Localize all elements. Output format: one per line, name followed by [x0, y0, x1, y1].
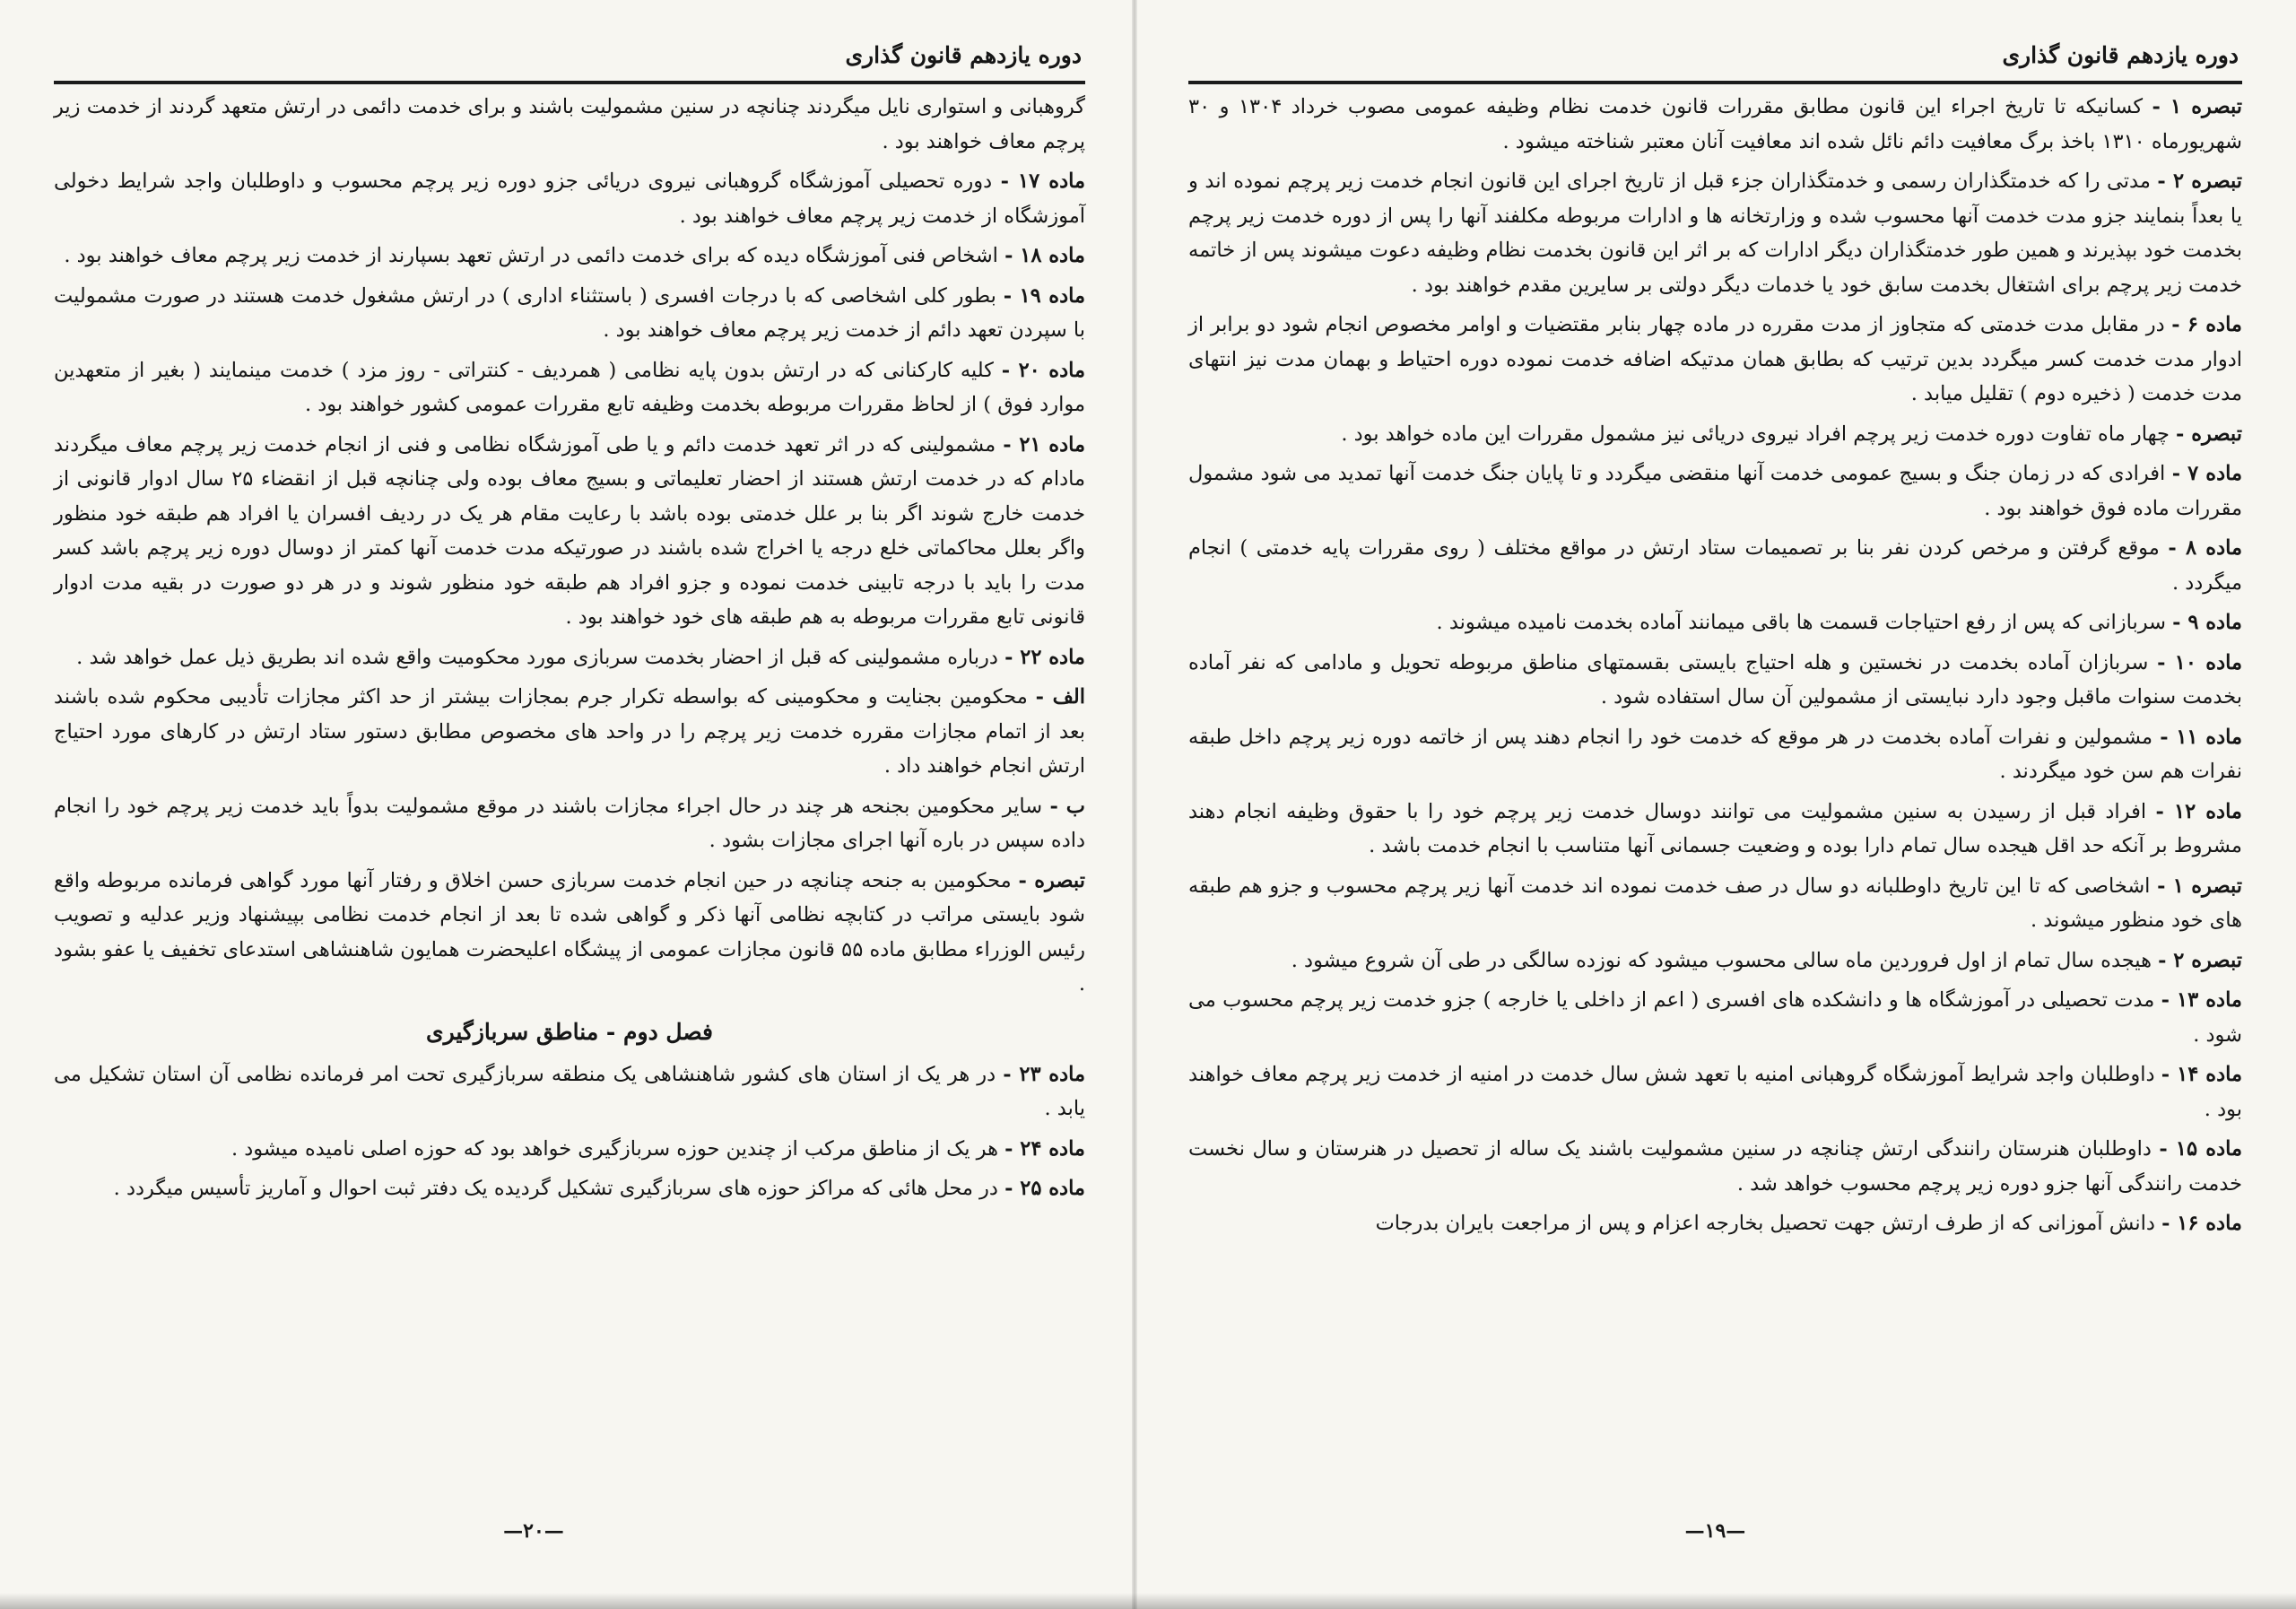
left-page: [54, 36, 1085, 1552]
right-para-14: ماده ۱۵ - داوطلبان هنرستان رانندگی ارتش چنانچه در سنین مشمولیت باشند یک ساله از تحصیل در هنرستان و سال نخست خدمت رانندگی آنها جزو دوره زیر پرچم محسوب خواهد شد .: [1188, 1137, 2242, 1196]
left-para-0: گروهبانی و استواری نایل میگردند چنانچه در سنین مشمولیت باشند و برای خدمت دائمی در ارتش متعهد گردند از خدمت زیر پرچم معاف خواهند بود .: [54, 95, 1085, 153]
left-para-9: تبصره - محکومین به جنحه چنانچه در حین انجام خدمت سربازی حسن اخلاق و رفتار آنها مورد گواهی فرمانده مربوطه واقع شود بایستی مراتب در کتابچه نظامی آنها ذکر و گواهی شده تا بعد از انجام خدمت نظامی بپیشنهاد وزیر عدلیه و تصویب رئیس الوزراء مطابق ماده ۵۵ قانون مجازات عمومی از پیشگاه اعلیحضرت همایون شاهنشاهی استدعای تخفیف یا عفو بشود .: [54, 868, 1085, 996]
right-para-6: ماده ۹ - سربازانی که پس از رفع احتیاجات قسمت ها باقی میمانند آماده بخدمت نامیده میشوند .: [1436, 611, 2242, 634]
right-para-15: ماده ۱۶ - دانش آموزانی که از طرف ارتش جهت تحصیل بخارجه اعزام و پس از مراجعت بایران بدرجات: [1375, 1212, 2242, 1235]
right-para-1: تبصره ۲ - مدتی را که خدمتگذاران رسمی و خدمتگذاران جزء قبل از تاریخ اجرای این قانون انجام خدمت زیر پرچم نموده اند و یا بعداً بنمایند جزو مدت خدمت آنها محسوب شده و وزارتخانه ها و ادارات مربوطه مکلفند آنها را پس از دوره خدمت زیر پرچم بخدمت خود بپذیرند و همین طور خدمتگذاران دیگر ادارات که بر اثر این قانون بخدمت نظام وظیفه دعوت میشوند پس از خاتمه خدمت زیر پرچم برای اشتغال بخدمت سابق خود یا خدمات دیگر دولتی بر سایرین مقدم خواهند بود .: [1188, 170, 2243, 297]
left-para-1: ماده ۱۷ - دوره تحصیلی آموزشگاه گروهبانی نیروی دریائی جزو دوره زیر پرچم محسوب و داوطلبان واجد شرایط دخولی آموزشگاه از خدمت زیر پرچم معاف خواهند بود .: [54, 170, 1085, 228]
left-para-after-0: ماده ۲۳ - در هر یک از استان های کشور شاهنشاهی یک منطقه سربازگیری تحت امر فرمانده نظامی آن استان تشکیل می یابد .: [54, 1062, 1086, 1120]
right-para-13: ماده ۱۴ - داوطلبان واجد شرایط آموزشگاه گروهبانی امنیه با تعهد شش سال خدمت در امنیه از خدمت زیر پرچم معاف خواهند بود .: [1188, 1063, 2243, 1121]
right-para-7: ماده ۱۰ - سربازان آماده بخدمت در نخستین و هله احتیاج بایستی بقسمتهای مناطق مربوطه تحویل و مادامی که نفر آماده بخدمت سنوات ماقبل وجود دارد نبایستی از مشمولین آن سال استفاده شود .: [1188, 650, 2243, 709]
left-body: [54, 90, 1085, 1206]
left-page-number: —۲۰—: [503, 1519, 564, 1543]
left-para-8: ب - سایر محکومین بجنحه هر چند در حال اجراء مجازات باشند در موقع مشمولیت بدواً باید خدمت زیر پرچم خود را انجام داده سپس در باره آنها اجرای مجازات بشود .: [54, 794, 1085, 852]
right-para-11: تبصره ۲ - هیجده سال تمام از اول فروردین ماه سالی محسوب میشود که نوزده سالگی در طی آن شروع میشود .: [1291, 948, 2242, 972]
left-header-rule: [54, 81, 1085, 84]
right-para-10: تبصره ۱ - اشخاصی که تا این تاریخ داوطلبانه دو سال در صف خدمت نموده اند خدمت آنها زیر پرچم محسوب و جزو هم طبقه های خود منظور میشوند .: [1188, 874, 2243, 932]
book-gutter: [1132, 0, 1137, 1609]
right-body: [1188, 90, 2242, 1241]
right-para-3: تبصره - چهار ماه تفاوت دوره خدمت زیر پرچم افراد نیروی دریائی نیز مشمول مقررات این ماده خواهد بود .: [1341, 422, 2242, 446]
right-para-8: ماده ۱۱ - مشمولین و نفرات آماده بخدمت در هر موقع که خدمت خود را انجام دهند پس از خاتمه دوره زیر پرچم داخل طبقه نفرات هم سن خود میگردند .: [1188, 725, 2242, 783]
left-para-5: ماده ۲۱ - مشمولینی که در اثر تعهد خدمت دائم و یا طی آموزشگاه نظامی و فنی از انجام خدمت زیر پرچم معاف میگردند مادام که در خدمت ارتش هستند از احضار تعلیماتی و بسیج معاف بوده ولی چنانچه قبل از انقضاء ۲۵ سال ادوار قانونی از خدمت خارج شوند اگر بنا بر علل خدمتی بوده باشد با رعایت مقام هر یک در ردیف افسران یا افراد هم طبقه خود منظور واگر بعلل محاکماتی خلع درجه یا اخراج شده باشند در صورتیکه مدت خدمت آنها کمتر از دوسال دوره زیر پرچم باشد کسر مدت را باید با درجه تابینی خدمت نموده و جزو افراد هم طبقه خود منظور شوند و در هر دو صورت در بقیه مدت ادوار قانونی تابع مقررات مربوطه به هم طبقه های خود خواهند بود .: [54, 432, 1085, 629]
left-para-after-1: ماده ۲۴ - هر یک از مناطق مرکب از چندین حوزه سربازگیری خواهد بود که حوزه اصلی نامیده میشود .: [230, 1136, 1085, 1161]
right-page-number: —۱۹—: [1684, 1519, 1746, 1543]
right-para-0: تبصره ۱ - کسانیکه تا تاریخ اجراء این قانون مطابق مقررات قانون خدمت نظام وظیفه عمومی مصوب خرداد ۱۳۰۴ و ۳۰ شهریورماه ۱۳۱۰ باخذ برگ معافیت دائم نائل شده اند معافیت آنان معتبر شناخته میشود .: [1188, 95, 2243, 153]
right-para-4: ماده ۷ - افرادی که در زمان جنگ و بسیج عمومی خدمت آنها منقضی میگردد و تا پایان جنگ خدمت آنها تمدید می شود مشمول مقررات ماده فوق خواهند بود .: [1188, 462, 2243, 520]
right-para-12: ماده ۱۳ - مدت تحصیلی در آموزشگاه ها و دانشکده های افسری ( اعم از داخلی یا خارجه ) جزو خدمت زیر پرچم محسوب می شود .: [1188, 988, 2242, 1047]
left-para-3: ماده ۱۹ - بطور کلی اشخاصی که با درجات افسری ( باستثناء اداری ) در ارتش مشغول خدمت هستند در صورت مشمولیت با سپردن تعهد دائم از خدمت زیر پرچم معاف خواهند بود .: [54, 283, 1085, 342]
right-para-2: ماده ۶ - در مقابل مدت خدمتی که متجاوز از مدت مقرره در ماده چهار بنابر مقتضیات و اوامر مخصوص انجام شود دو برابر از ادوار مدت خدمت کسر میگردد بدین ترتیب که بطابق همان مدتیکه اضافه خدمت نموده دوره احتیاط و بهمان مدت نیز انتهای مدت خدمت ( ذخیره دوم ) تقلیل میابد .: [1188, 313, 2242, 405]
right-para-9: ماده ۱۲ - افراد قبل از رسیدن به سنین مشمولیت می توانند دوسال خدمت زیر پرچم خود را با حقوق وظیفه انجام دهند مشروط بر آنکه حد اقل هیجده سال تمام دارا بوده و وضعیت جسمانی آنها متناسب با انجام خدمت باشد .: [1188, 799, 2242, 857]
left-para-7: الف - محکومین بجنایت و محکومینی که بواسطه تکرار جرم بمجازات بیشتر از حد اکثر مجازات تأدیبی محکوم شده باشند بعد از اتمام مجازات مقرره خدمت زیر پرچم را در واحد های مخصوص مطابق دستور ستاد ارتش در کارهای مورد احتیاج ارتش انجام خواهند داد .: [54, 685, 1085, 778]
page-bottom-shadow: [0, 1593, 2296, 1609]
right-page: [1188, 36, 2242, 1552]
right-para-5: ماده ۸ - موقع گرفتن و مرخص کردن نفر بنا بر تصمیمات ستاد ارتش در مواقع مختلف ( روی مقررات پایه خدمتی ) انجام میگردد .: [1188, 536, 2242, 595]
left-para-2: ماده ۱۸ - اشخاص فنی آموزشگاه دیده که برای خدمت دائمی در ارتش تعهد بسپارند از خدمت زیر پرچم معاف خواهند بود .: [64, 244, 1085, 267]
left-para-6: ماده ۲۲ - درباره مشمولینی که قبل از احضار بخدمت سربازی مورد محکومیت واقع شده اند بطریق ذیل عمل خواهد شد .: [76, 645, 1085, 669]
left-running-head: دوره یازدهم قانون گذاری: [845, 42, 1082, 68]
chapter-heading: فصل دوم - مناطق سربازگیری: [426, 1018, 713, 1045]
left-para-after-2: ماده ۲۵ - در محل هائی که مراکز حوزه های سربازگیری تشکیل گردیده یک دفتر ثبت احوال و آماریز تأسیس میگردد .: [113, 1177, 1085, 1200]
right-running-head: دوره یازدهم قانون گذاری: [2002, 42, 2239, 68]
left-para-4: ماده ۲۰ - کلیه کارکنانی که در ارتش بدون پایه نظامی ( همردیف - کنتراتی - روز مزد ) خدمت مینمایند ( بغیر از متعهدین موارد فوق ) از لحاظ مقررات مربوطه بخدمت وظیفه تابع مقررات عمومی کشور خواهند بود .: [54, 358, 1086, 416]
right-header-rule: [1188, 81, 2242, 84]
